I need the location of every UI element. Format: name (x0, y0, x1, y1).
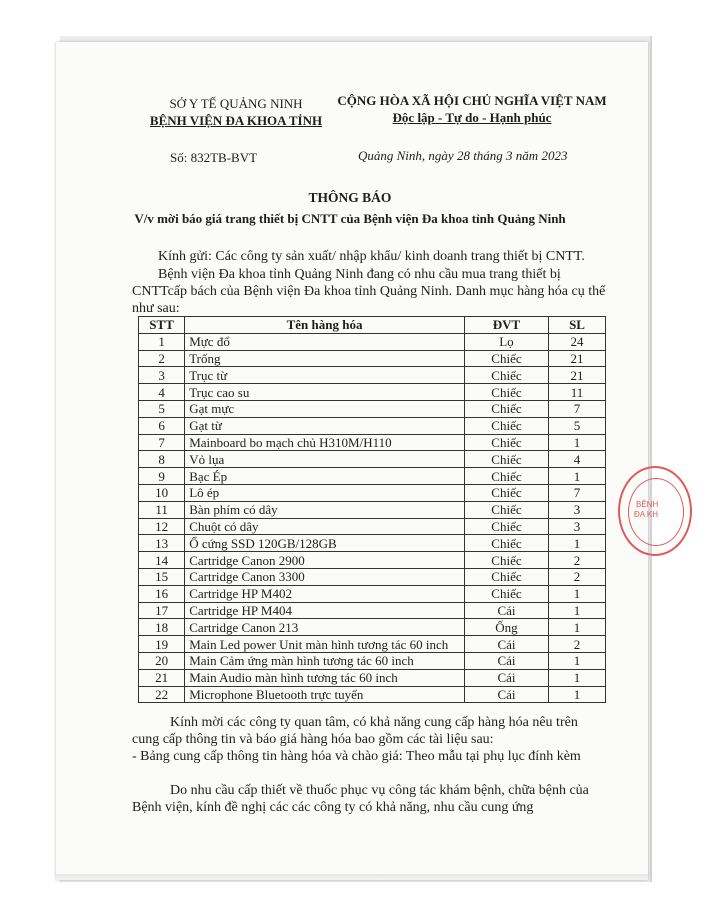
organization-header (146, 95, 326, 129)
header-stt: STT (139, 317, 185, 334)
red-seal-stamp (618, 466, 692, 556)
cell-unit: Cái (464, 652, 548, 669)
cell-qty: 7 (549, 484, 606, 501)
header-unit: ĐVT (464, 317, 548, 334)
cell-stt: 16 (139, 585, 185, 602)
cell-unit: Chiếc (464, 400, 548, 417)
cell-name: Main Audio màn hình tương tác 60 inch (185, 669, 465, 686)
cell-qty: 2 (549, 636, 606, 653)
cell-name: Cartridge Canon 213 (185, 619, 465, 636)
closing-paragraph-1: Kính mời các công ty quan tâm, có khả năng cung cấp hàng hóa nêu trên cung cấp thông tin và báo giá hàng hóa bao gồm các tài liệu sau: (132, 715, 578, 747)
closing-paragraph-3: Do nhu cầu cấp thiết về thuốc phục vụ công tác khám bệnh, chữa bệnh của Bệnh viện, kính đề nghị các các công ty có khả năng, nhu cầu cung ứng (132, 783, 589, 815)
cell-stt: 6 (139, 417, 185, 434)
cell-qty: 7 (549, 400, 606, 417)
cell-name: Cartridge HP M404 (185, 602, 465, 619)
cell-qty: 1 (549, 619, 606, 636)
nation-line-1: CỘNG HÒA XÃ HỘI CHỦ NGHĨA VIỆT NAM (337, 93, 607, 108)
cell-name: Trống (185, 350, 465, 367)
cell-unit: Chiếc (464, 350, 548, 367)
nation-line-2: Độc lập - Tự do - Hạnh phúc (392, 110, 552, 125)
cell-stt: 1 (139, 333, 185, 350)
cell-unit: Chiếc (464, 468, 548, 485)
table-row (139, 434, 606, 451)
cell-unit: Chiếc (464, 384, 548, 401)
cell-unit: Chiếc (464, 568, 548, 585)
document-subject: V/v mời báo giá trang thiết bị CNTT của Bệnh viện Đa khoa tỉnh Quảng Ninh (134, 211, 566, 226)
cell-name: Cartridge HP M402 (185, 585, 465, 602)
cell-stt: 12 (139, 518, 185, 535)
cell-stt: 2 (139, 350, 185, 367)
cell-name: Trục từ (185, 367, 465, 384)
cell-name: Gạt mực (185, 400, 465, 417)
cell-qty: 5 (549, 417, 606, 434)
cell-unit: Chiếc (464, 518, 548, 535)
cell-stt: 17 (139, 602, 185, 619)
cell-qty: 1 (549, 585, 606, 602)
table-row (139, 333, 606, 350)
document-title: THÔNG BÁO (308, 190, 392, 205)
cell-stt: 21 (139, 669, 185, 686)
cell-unit: Ống (464, 619, 548, 636)
cell-unit: Chiếc (464, 535, 548, 552)
table-row (139, 400, 606, 417)
cell-unit: Lọ (464, 333, 548, 350)
cell-stt: 9 (139, 468, 185, 485)
cell-stt: 4 (139, 384, 185, 401)
cell-stt: 3 (139, 367, 185, 384)
cell-qty: 3 (549, 518, 606, 535)
cell-unit: Cái (464, 602, 548, 619)
cell-qty: 1 (549, 535, 606, 552)
cell-stt: 18 (139, 619, 185, 636)
header-name: Tên hàng hóa (185, 317, 465, 334)
table-row (139, 501, 606, 518)
cell-unit: Chiếc (464, 434, 548, 451)
table-row (139, 652, 606, 669)
cell-unit: Cái (464, 669, 548, 686)
cell-name: Lô ép (185, 484, 465, 501)
cell-name: Vỏ lụa (185, 451, 465, 468)
table-row (139, 602, 606, 619)
cell-unit: Cái (464, 686, 548, 703)
cell-qty: 21 (549, 350, 606, 367)
table-row (139, 619, 606, 636)
cell-qty: 24 (549, 333, 606, 350)
cell-stt: 11 (139, 501, 185, 518)
cell-qty: 1 (549, 669, 606, 686)
cell-qty: 1 (549, 602, 606, 619)
cell-name: Cartridge Canon 2900 (185, 552, 465, 569)
cell-stt: 5 (139, 400, 185, 417)
cell-qty: 2 (549, 568, 606, 585)
table-row (139, 417, 606, 434)
table-row (139, 384, 606, 401)
cell-unit: Chiếc (464, 552, 548, 569)
table-row (139, 568, 606, 585)
cell-unit: Chiếc (464, 367, 548, 384)
table-row (139, 484, 606, 501)
cell-name: Bàn phím có dây (185, 501, 465, 518)
cell-qty: 1 (549, 468, 606, 485)
cell-name: Mực đổ (185, 333, 465, 350)
cell-stt: 15 (139, 568, 185, 585)
table-row (139, 518, 606, 535)
cell-stt: 13 (139, 535, 185, 552)
intro-paragraph: Bệnh viện Đa khoa tỉnh Quảng Ninh đang có nhu cầu mua trang thiết bị CNTTcấp bách của Bệnh viện Đa khoa tỉnh Quảng Ninh. Danh mục hàng hóa cụ thể như sau: (132, 267, 606, 316)
cell-stt: 19 (139, 636, 185, 653)
cell-unit: Cái (464, 636, 548, 653)
cell-stt: 14 (139, 552, 185, 569)
table-row (139, 535, 606, 552)
cell-name: Main Led power Unit màn hình tương tác 60 inch (185, 636, 465, 653)
cell-stt: 8 (139, 451, 185, 468)
cell-name: Gạt từ (185, 417, 465, 434)
table-row (139, 552, 606, 569)
items-table (138, 316, 606, 703)
closing-paragraph-2: - Bảng cung cấp thông tin hàng hóa và chào giá: Theo mẫu tại phụ lục đính kèm (132, 749, 581, 764)
table-row (139, 350, 606, 367)
cell-stt: 22 (139, 686, 185, 703)
org-line-1: SỞ Y TẾ QUẢNG NINH (169, 96, 303, 111)
cell-name: Bạc Ép (185, 468, 465, 485)
greeting: Kính gửi: Các công ty sản xuất/ nhập khẩu/ kinh doanh trang thiết bị CNTT. (158, 249, 585, 264)
table-row (139, 367, 606, 384)
table-row (139, 636, 606, 653)
cell-unit: Chiếc (464, 484, 548, 501)
cell-name: Chuột có dây (185, 518, 465, 535)
table-row (139, 669, 606, 686)
cell-name: Ổ cứng SSD 120GB/128GB (185, 535, 465, 552)
cell-qty: 2 (549, 552, 606, 569)
cell-qty: 11 (549, 384, 606, 401)
table-row (139, 585, 606, 602)
seal-text-1: BỆNH (636, 500, 659, 509)
cell-unit: Chiếc (464, 501, 548, 518)
cell-name: Microphone Bluetooth trực tuyến (185, 686, 465, 703)
table-header-row (139, 317, 606, 334)
header-qty: SL (549, 317, 606, 334)
org-line-2: BỆNH VIỆN ĐA KHOA TỈNH (149, 113, 323, 128)
cell-name: Trục cao su (185, 384, 465, 401)
table-row (139, 468, 606, 485)
paper-bottom-edge (56, 874, 648, 880)
cell-qty: 4 (549, 451, 606, 468)
table-row (139, 451, 606, 468)
cell-unit: Chiếc (464, 417, 548, 434)
table-body (139, 333, 606, 703)
cell-unit: Chiếc (464, 585, 548, 602)
national-header (322, 92, 622, 126)
cell-qty: 1 (549, 434, 606, 451)
cell-stt: 10 (139, 484, 185, 501)
document-date: Quảng Ninh, ngày 28 tháng 3 năm 2023 (358, 148, 568, 163)
cell-qty: 1 (549, 652, 606, 669)
cell-unit: Chiếc (464, 451, 548, 468)
cell-name: Mainboard bo mạch chủ H310M/H110 (185, 434, 465, 451)
document-number: Số: 832TB-BVT (170, 150, 258, 165)
cell-qty: 1 (549, 686, 606, 703)
cell-name: Main Cảm ứng màn hình tương tác 60 inch (185, 652, 465, 669)
seal-text-2: ĐA KH (634, 510, 659, 519)
cell-qty: 3 (549, 501, 606, 518)
cell-qty: 21 (549, 367, 606, 384)
cell-name: Cartridge Canon 3300 (185, 568, 465, 585)
cell-stt: 7 (139, 434, 185, 451)
cell-stt: 20 (139, 652, 185, 669)
table-row (139, 686, 606, 703)
